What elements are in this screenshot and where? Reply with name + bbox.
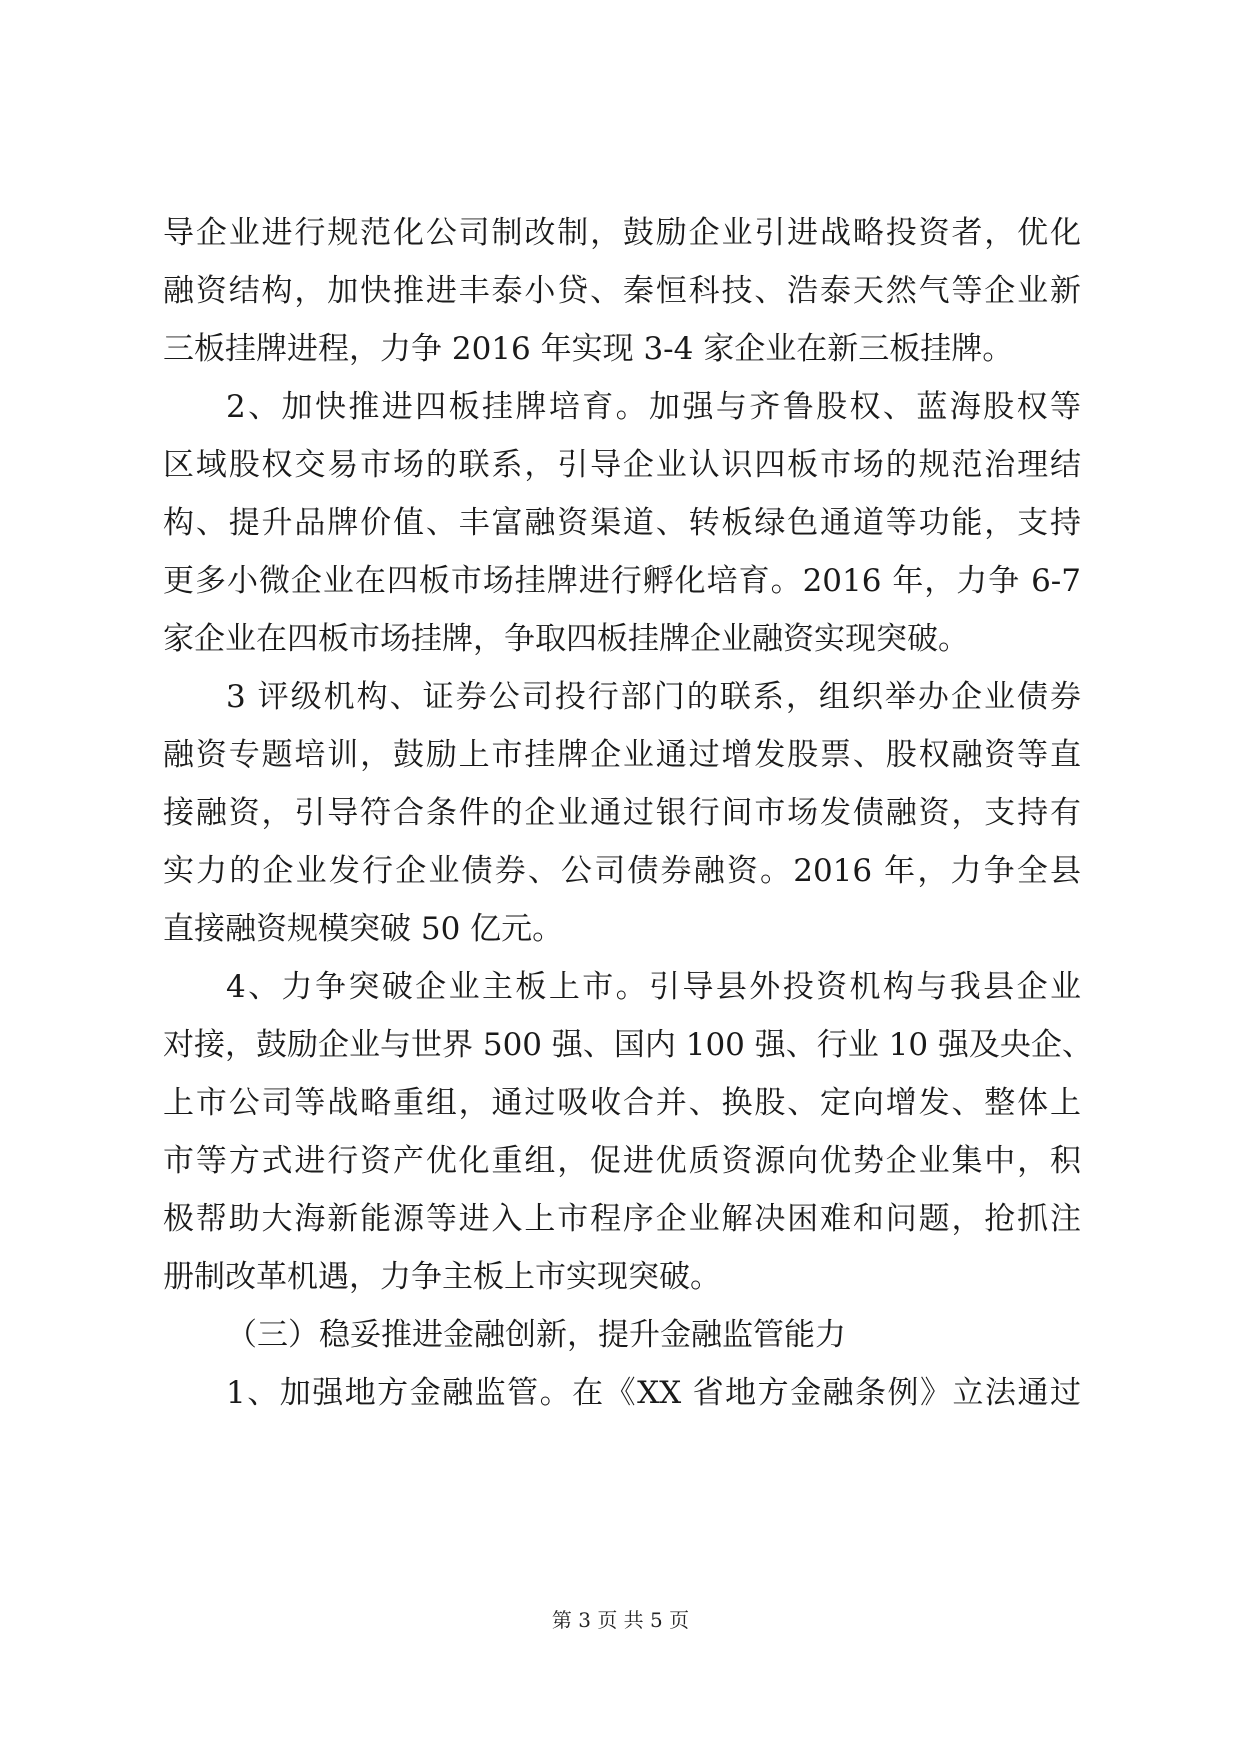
text-line: 融资专题培训，鼓励上市挂牌企业通过增发股票、股权融资等直 (163, 737, 1081, 773)
paragraph-start-line: 1、加强地方金融监管。在《XX 省地方金融条例》立法通过 (226, 1375, 1081, 1411)
text-line: 极帮助大海新能源等进入上市程序企业解决困难和问题，抢抓注 (163, 1201, 1081, 1237)
text-line: 册制改革机遇，力争主板上市实现突破。 (163, 1259, 721, 1295)
text-line: 对接，鼓励企业与世界 500 强、国内 100 强、行业 10 强及央企、 (163, 1027, 1093, 1063)
text-line: 家企业在四板市场挂牌，争取四板挂牌企业融资实现突破。 (163, 621, 969, 657)
text-line: 上市公司等战略重组，通过吸收合并、换股、定向增发、整体上 (163, 1085, 1081, 1121)
paragraph-start-line: 4、力争突破企业主板上市。引导县外投资机构与我县企业 (226, 969, 1081, 1005)
section-heading: （三）稳妥推进金融创新，提升金融监管能力 (226, 1317, 846, 1353)
text-line: 构、提升品牌价值、丰富融资渠道、转板绿色通道等功能，支持 (163, 505, 1081, 541)
text-line: 融资结构，加快推进丰泰小贷、秦恒科技、浩泰天然气等企业新 (163, 273, 1081, 309)
text-line: 市等方式进行资产优化重组，促进优质资源向优势企业集中，积 (163, 1143, 1081, 1179)
text-line: 实力的企业发行企业债券、公司债券融资。2016 年，力争全县 (163, 853, 1081, 889)
text-line: 更多小微企业在四板市场挂牌进行孵化培育。2016 年，力争 6-7 (163, 563, 1081, 599)
text-line: 直接融资规模突破 50 亿元。 (163, 911, 564, 947)
paragraph-start-line: 3 评级机构、证券公司投行部门的联系，组织举办企业债券 (226, 679, 1081, 715)
text-line: 三板挂牌进程，力争 2016 年实现 3-4 家企业在新三板挂牌。 (163, 331, 1014, 367)
text-line: 区域股权交易市场的联系，引导企业认识四板市场的规范治理结 (163, 447, 1081, 483)
text-line: 接融资，引导符合条件的企业通过银行间市场发债融资，支持有 (163, 795, 1081, 831)
text-line: 导企业进行规范化公司制改制，鼓励企业引进战略投资者，优化 (163, 215, 1081, 251)
page-number-footer: 第 3 页 共 5 页 (551, 1608, 690, 1632)
paragraph-start-line: 2、加快推进四板挂牌培育。加强与齐鲁股权、蓝海股权等 (226, 389, 1081, 425)
